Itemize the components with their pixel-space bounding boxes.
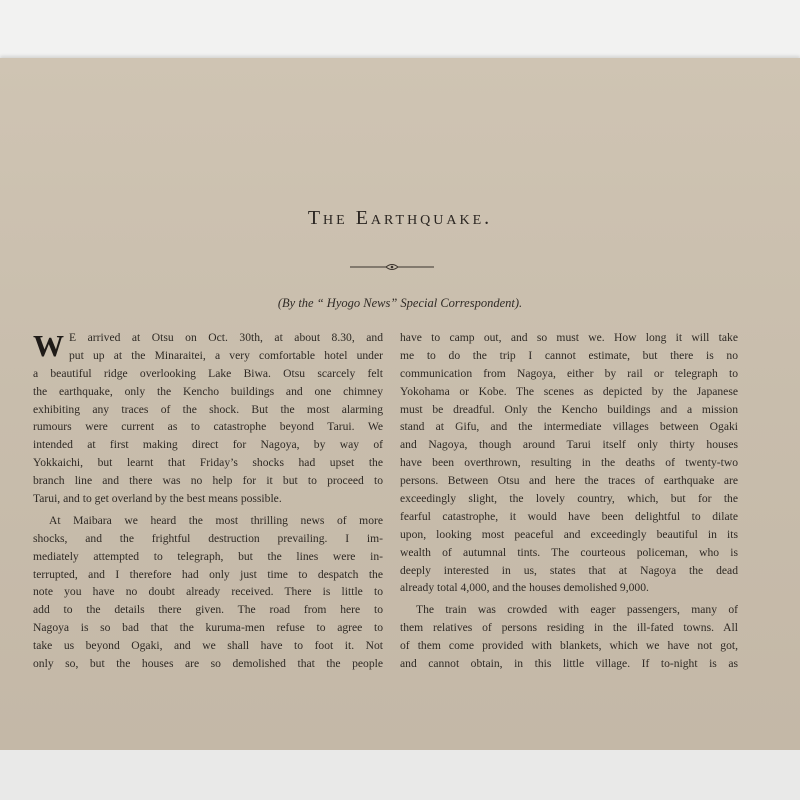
text-line: must be dreadful. Only the Kencho buildings and a mission xyxy=(400,402,738,416)
text-line: wealth of autumnal tints. The courteous policeman, who is xyxy=(400,545,738,559)
text-line: have been overthrown, resulting in the deaths of twenty-two xyxy=(400,456,738,470)
text-line: E arrived at Otsu on Oct. 30th, at about 8.30, and xyxy=(69,331,383,344)
text-line: take us beyond Ogaki, and we shall have to foot it. Not xyxy=(33,639,383,653)
text-line: me to do the trip I cannot estimate, but there is no xyxy=(400,348,738,362)
text-line: persons. Between Otsu and here the traces of earthquake are xyxy=(400,474,738,488)
text-line: already total 4,000, and the houses demolished 9,000. xyxy=(400,581,649,595)
text-line: a beautiful ridge overlooking Lake Biwa. Otsu scarcely felt xyxy=(33,366,383,380)
text-line: add to the details there given. The road from here to xyxy=(33,603,383,617)
article-title: The Earthquake. xyxy=(307,207,493,229)
text-line: and cannot obtain, in this little village. If to-night is as xyxy=(400,657,738,671)
text-line: Yokohama or Kobe. The scenes as depicted by the Japanese xyxy=(400,384,738,398)
text-line: communication from Nagoya, either by rail or telegraph to xyxy=(400,366,738,380)
text-line: them relatives of persons residing in the ill-fated towns. All xyxy=(400,621,738,635)
text-line: intended at first making direct for Nagoya, by way of xyxy=(33,438,383,452)
text-line: terrupted, and I therefore had only just time to despatch the xyxy=(33,567,383,581)
text-line: upon, looking most peaceful and exceedingly beautiful in its xyxy=(400,527,738,541)
text-line: deeply interested in us, states that at Nagoya the dead xyxy=(400,563,738,577)
page-bottom-edge xyxy=(0,750,800,800)
text-line: At Maibara we heard the most thrilling news of more xyxy=(49,513,383,527)
text-line: rumours were current as to catastrophe beyond Tarui. We xyxy=(33,420,383,434)
text-line: Yokkaichi, but learnt that Friday’s shocks had upset the xyxy=(33,456,383,470)
text-line: fearful catastrophe, it would have been delightful to dilate xyxy=(400,509,738,523)
text-line: branch line and there was no help for it but to proceed to xyxy=(33,474,383,488)
text-line: exceedingly slight, the lovely country, which, but for the xyxy=(400,492,738,506)
text-line: note you have no doubt already received. There is little to xyxy=(33,585,383,599)
right-column xyxy=(400,329,738,673)
text-line: shocks, and the frightful destruction prevailing. I im- xyxy=(33,531,383,545)
text-line: The train was crowded with eager passengers, many of xyxy=(416,603,738,617)
left-column xyxy=(33,329,383,673)
text-line: of them come provided with blankets, which we have not got, xyxy=(400,639,738,653)
text-line: mediately attempted to telegraph, but the lines were in- xyxy=(33,549,383,563)
drop-cap: W xyxy=(33,328,64,363)
text-line: have to camp out, and so must we. How long it will take xyxy=(400,331,738,344)
title-ornament-divider xyxy=(350,262,434,272)
text-line: Tarui, and to get overland by the best means possible. xyxy=(33,492,282,506)
byline: (By the “ Hyogo News” Special Correspondent). xyxy=(277,296,523,310)
text-line: stand at Gifu, and the intermediate villages between Ogaki xyxy=(400,420,738,434)
text-line: exhibiting any traces of the shock. But the most alarming xyxy=(33,402,383,416)
text-line: the earthquake, only the Kencho buildings and one chimney xyxy=(33,384,383,398)
text-line: put up at the Minaraitei, a very comfortable hotel under xyxy=(69,348,383,362)
text-line: Nagoya is so bad that the kuruma-men refuse to agree to xyxy=(33,621,383,635)
text-line: only so, but the houses are so demolished that the people xyxy=(33,657,383,671)
text-line: and Nagoya, though around Tarui itself only thirty houses xyxy=(400,438,738,452)
